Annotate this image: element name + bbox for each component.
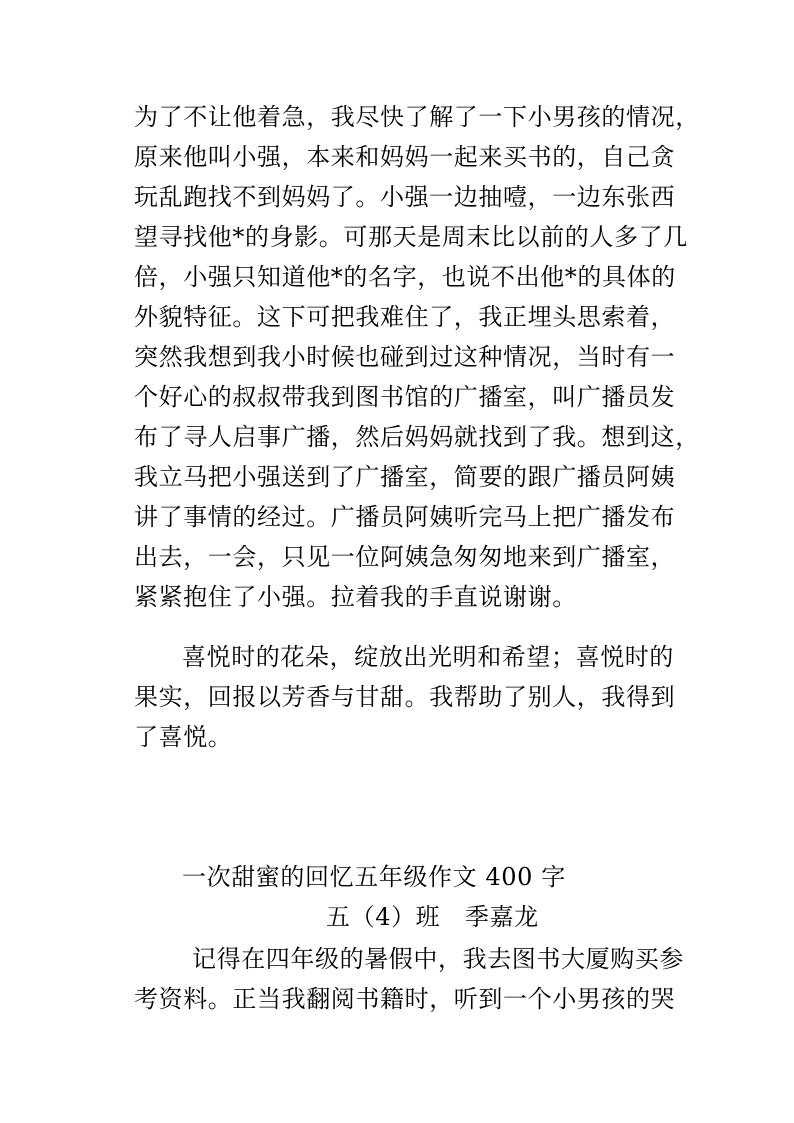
text-line: 布了寻人启事广播，然后妈妈就找到了我。想到这， bbox=[134, 423, 700, 451]
text-line: 果实，回报以芳香与甘甜。我帮助了别人，我得到 bbox=[134, 683, 676, 711]
essay-author: 五（4）班 季嘉龙 bbox=[326, 903, 539, 931]
text-line: 原来他叫小强，本来和妈妈一起来买书的，自己贪 bbox=[134, 143, 676, 171]
text-line: 望寻找他*的身影。可那天是周末比以前的人多了几 bbox=[134, 223, 688, 251]
text-line: 记得在四年级的暑假中，我去图书大厦购买参 bbox=[192, 945, 684, 973]
text-line: 了喜悦。 bbox=[134, 723, 233, 751]
text-line: 讲了事情的经过。广播员阿姨听完马上把广播发布 bbox=[134, 503, 676, 531]
essay-title: 一次甜蜜的回忆五年级作文 400 字 bbox=[182, 863, 566, 891]
text-line: 出去，一会，只见一位阿姨急匆匆地来到广播室， bbox=[134, 543, 676, 571]
text-line: 个好心的叔叔带我到图书馆的广播室，叫广播员发 bbox=[134, 383, 676, 411]
text-line: 突然我想到我小时候也碰到过这种情况，当时有一 bbox=[134, 343, 676, 371]
text-line: 考资料。正当我翻阅书籍时，听到一个小男孩的哭 bbox=[134, 985, 676, 1013]
text-line: 倍，小强只知道他*的名字，也说不出他*的具体的 bbox=[134, 263, 676, 291]
text-line: 玩乱跑找不到妈妈了。小强一边抽噎，一边东张西 bbox=[134, 183, 676, 211]
text-line: 为了不让他着急，我尽快了解了一下小男孩的情况， bbox=[134, 103, 700, 131]
text-line: 紧紧抱住了小强。拉着我的手直说谢谢。 bbox=[134, 583, 577, 611]
text-line: 外貌特征。这下可把我难住了，我正埋头思索着， bbox=[134, 303, 676, 331]
text-line: 喜悦时的花朵，绽放出光明和希望；喜悦时的 bbox=[182, 643, 674, 671]
text-line: 我立马把小强送到了广播室，简要的跟广播员阿姨 bbox=[134, 463, 676, 491]
